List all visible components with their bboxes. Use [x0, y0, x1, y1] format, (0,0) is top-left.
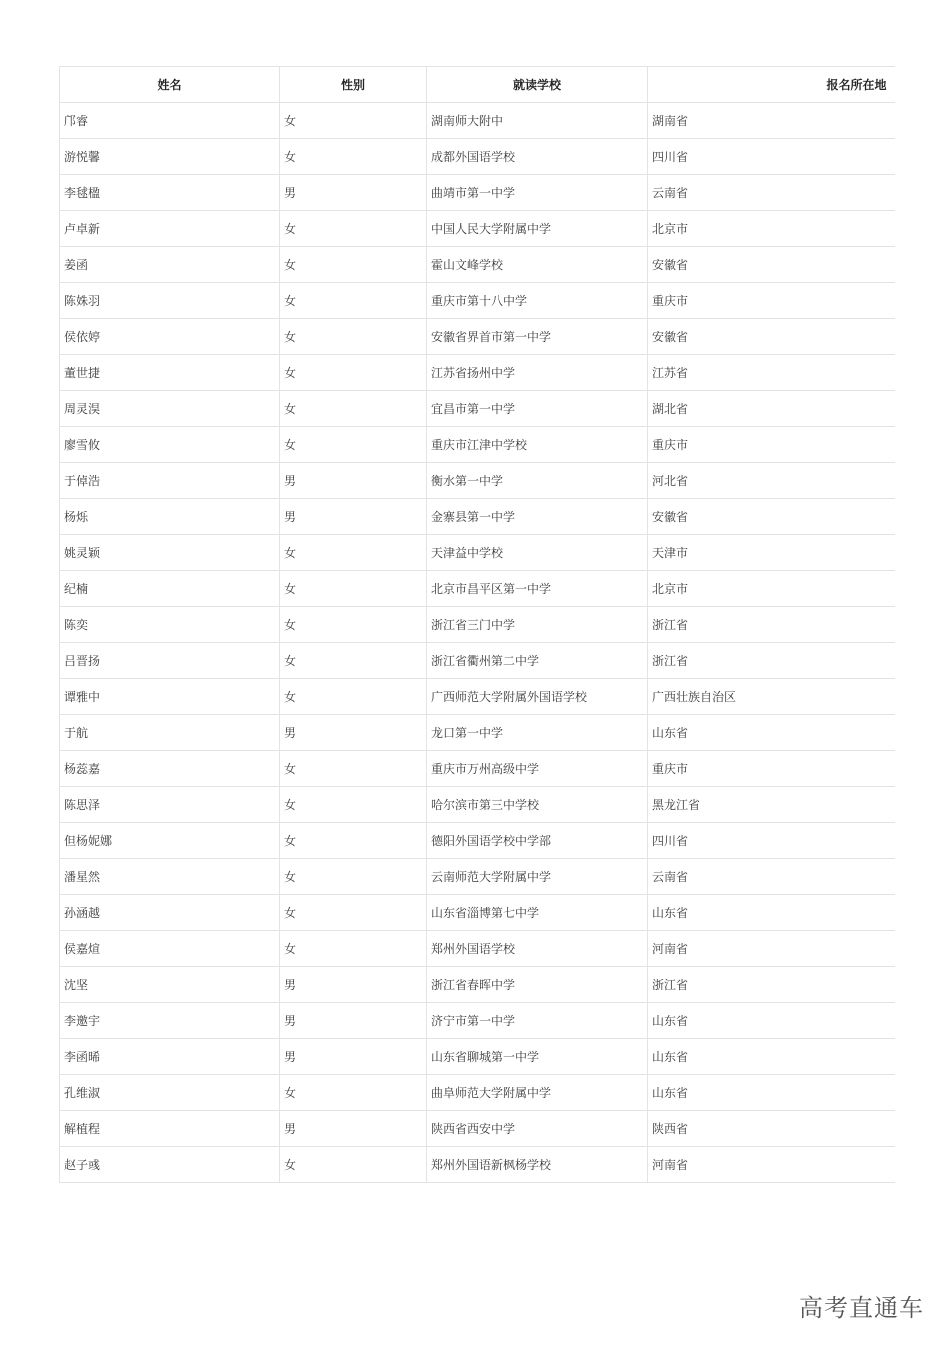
table-row [60, 679, 895, 715]
cell-school: 湖南师大附中 [427, 103, 648, 139]
cell-school: 宜昌市第一中学 [427, 391, 648, 427]
cell-region: 山东省 [648, 1075, 895, 1111]
cell-name: 纪楠 [60, 571, 280, 607]
cell-gender: 女 [280, 283, 427, 319]
table-row [60, 643, 895, 679]
cell-region: 安徽省 [648, 319, 895, 355]
cell-school: 曲靖市第一中学 [427, 175, 648, 211]
cell-name: 陈奕 [60, 607, 280, 643]
cell-school: 重庆市万州高级中学 [427, 751, 648, 787]
table-row [60, 499, 895, 535]
cell-gender: 女 [280, 895, 427, 931]
cell-gender: 女 [280, 535, 427, 571]
table-row [60, 859, 895, 895]
cell-name: 沈坚 [60, 967, 280, 1003]
cell-gender: 男 [280, 463, 427, 499]
cell-region: 河北省 [648, 463, 895, 499]
cell-name: 邝睿 [60, 103, 280, 139]
cell-name: 潘星然 [60, 859, 280, 895]
cell-name: 廖雪攸 [60, 427, 280, 463]
cell-region: 天津市 [648, 535, 895, 571]
cell-school: 郑州外国语新枫杨学校 [427, 1147, 648, 1183]
cell-gender: 男 [280, 1039, 427, 1075]
table-row [60, 1039, 895, 1075]
cell-school: 龙口第一中学 [427, 715, 648, 751]
cell-region: 黑龙江省 [648, 787, 895, 823]
cell-region: 云南省 [648, 859, 895, 895]
cell-school: 浙江省三门中学 [427, 607, 648, 643]
table-row [60, 787, 895, 823]
table-row [60, 319, 895, 355]
cell-name: 李邀宇 [60, 1003, 280, 1039]
table-row [60, 1147, 895, 1183]
table-row [60, 463, 895, 499]
cell-school: 重庆市江津中学校 [427, 427, 648, 463]
table-row [60, 175, 895, 211]
cell-gender: 女 [280, 391, 427, 427]
cell-region: 广西壮族自治区 [648, 679, 895, 715]
table-row [60, 535, 895, 571]
table-row [60, 751, 895, 787]
cell-school: 江苏省扬州中学 [427, 355, 648, 391]
header-name: 姓名 [60, 67, 280, 103]
table-row [60, 715, 895, 751]
cell-name: 侯嘉煊 [60, 931, 280, 967]
cell-gender: 女 [280, 1147, 427, 1183]
table-row [60, 931, 895, 967]
cell-region: 山东省 [648, 895, 895, 931]
cell-name: 于倬浩 [60, 463, 280, 499]
cell-name: 董世捷 [60, 355, 280, 391]
cell-name: 周灵淏 [60, 391, 280, 427]
cell-region: 安徽省 [648, 499, 895, 535]
cell-gender: 女 [280, 319, 427, 355]
cell-gender: 男 [280, 967, 427, 1003]
cell-region: 北京市 [648, 571, 895, 607]
cell-school: 浙江省春晖中学 [427, 967, 648, 1003]
registration-table [59, 66, 895, 1183]
cell-gender: 男 [280, 715, 427, 751]
cell-school: 中国人民大学附属中学 [427, 211, 648, 247]
cell-gender: 女 [280, 823, 427, 859]
cell-school: 北京市昌平区第一中学 [427, 571, 648, 607]
cell-school: 云南师范大学附属中学 [427, 859, 648, 895]
cell-gender: 女 [280, 571, 427, 607]
cell-region: 四川省 [648, 139, 895, 175]
cell-region: 河南省 [648, 1147, 895, 1183]
cell-gender: 男 [280, 1111, 427, 1147]
table-header-row [60, 67, 895, 103]
cell-gender: 女 [280, 787, 427, 823]
cell-name: 杨蕊嘉 [60, 751, 280, 787]
table-row [60, 1111, 895, 1147]
cell-region: 安徽省 [648, 247, 895, 283]
table-row [60, 895, 895, 931]
cell-region: 浙江省 [648, 967, 895, 1003]
cell-gender: 女 [280, 643, 427, 679]
table-row [60, 427, 895, 463]
table-row [60, 355, 895, 391]
table-row [60, 391, 895, 427]
cell-region: 北京市 [648, 211, 895, 247]
cell-gender: 女 [280, 427, 427, 463]
cell-name: 陈思泽 [60, 787, 280, 823]
table-row [60, 1003, 895, 1039]
header-school: 就读学校 [427, 67, 648, 103]
cell-gender: 女 [280, 355, 427, 391]
cell-gender: 女 [280, 139, 427, 175]
cell-region: 浙江省 [648, 607, 895, 643]
cell-region: 四川省 [648, 823, 895, 859]
cell-gender: 女 [280, 679, 427, 715]
cell-school: 重庆市第十八中学 [427, 283, 648, 319]
cell-gender: 男 [280, 1003, 427, 1039]
cell-region: 河南省 [648, 931, 895, 967]
cell-name: 杨烁 [60, 499, 280, 535]
table-row [60, 283, 895, 319]
cell-gender: 女 [280, 247, 427, 283]
cell-name: 李函晞 [60, 1039, 280, 1075]
header-gender: 性别 [280, 67, 427, 103]
cell-school: 山东省淄博第七中学 [427, 895, 648, 931]
cell-gender: 女 [280, 1075, 427, 1111]
cell-name: 孙涵越 [60, 895, 280, 931]
cell-name: 游悦馨 [60, 139, 280, 175]
cell-name: 谭雅中 [60, 679, 280, 715]
cell-gender: 女 [280, 931, 427, 967]
cell-name: 吕晋扬 [60, 643, 280, 679]
cell-region: 山东省 [648, 715, 895, 751]
cell-gender: 女 [280, 103, 427, 139]
cell-region: 重庆市 [648, 283, 895, 319]
table-row [60, 607, 895, 643]
cell-region: 湖北省 [648, 391, 895, 427]
cell-gender: 女 [280, 211, 427, 247]
cell-school: 天津益中学校 [427, 535, 648, 571]
cell-school: 霍山文峰学校 [427, 247, 648, 283]
cell-school: 哈尔滨市第三中学校 [427, 787, 648, 823]
cell-gender: 男 [280, 499, 427, 535]
cell-region: 山东省 [648, 1003, 895, 1039]
cell-school: 浙江省衢州第二中学 [427, 643, 648, 679]
cell-name: 解植程 [60, 1111, 280, 1147]
cell-name: 李毬楹 [60, 175, 280, 211]
cell-region: 云南省 [648, 175, 895, 211]
table-row [60, 823, 895, 859]
table-row [60, 103, 895, 139]
cell-region: 江苏省 [648, 355, 895, 391]
cell-region: 重庆市 [648, 751, 895, 787]
cell-school: 衡水第一中学 [427, 463, 648, 499]
cell-gender: 女 [280, 607, 427, 643]
cell-school: 济宁市第一中学 [427, 1003, 648, 1039]
cell-school: 陕西省西安中学 [427, 1111, 648, 1147]
cell-school: 广西师范大学附属外国语学校 [427, 679, 648, 715]
watermark-text: 高考直通车 [799, 1294, 924, 1322]
cell-school: 曲阜师范大学附属中学 [427, 1075, 648, 1111]
cell-name: 赵子彧 [60, 1147, 280, 1183]
cell-school: 山东省聊城第一中学 [427, 1039, 648, 1075]
table-body [60, 103, 895, 1183]
cell-region: 重庆市 [648, 427, 895, 463]
cell-name: 于航 [60, 715, 280, 751]
table-row [60, 211, 895, 247]
cell-gender: 男 [280, 175, 427, 211]
cell-school: 安徽省界首市第一中学 [427, 319, 648, 355]
cell-name: 卢卓新 [60, 211, 280, 247]
cell-region: 陕西省 [648, 1111, 895, 1147]
cell-region: 湖南省 [648, 103, 895, 139]
cell-name: 姚灵颖 [60, 535, 280, 571]
cell-name: 孔维淑 [60, 1075, 280, 1111]
table-row [60, 139, 895, 175]
cell-name: 陈姝羽 [60, 283, 280, 319]
cell-name: 但杨妮娜 [60, 823, 280, 859]
cell-gender: 女 [280, 859, 427, 895]
cell-school: 成都外国语学校 [427, 139, 648, 175]
table-row [60, 247, 895, 283]
cell-region: 浙江省 [648, 643, 895, 679]
cell-school: 德阳外国语学校中学部 [427, 823, 648, 859]
cell-gender: 女 [280, 751, 427, 787]
table-row [60, 571, 895, 607]
cell-name: 姜函 [60, 247, 280, 283]
cell-school: 金寨县第一中学 [427, 499, 648, 535]
header-region: 报名所在地 [648, 67, 895, 103]
table-row [60, 1075, 895, 1111]
cell-region: 山东省 [648, 1039, 895, 1075]
cell-name: 侯依婷 [60, 319, 280, 355]
cell-school: 郑州外国语学校 [427, 931, 648, 967]
table-row [60, 967, 895, 1003]
